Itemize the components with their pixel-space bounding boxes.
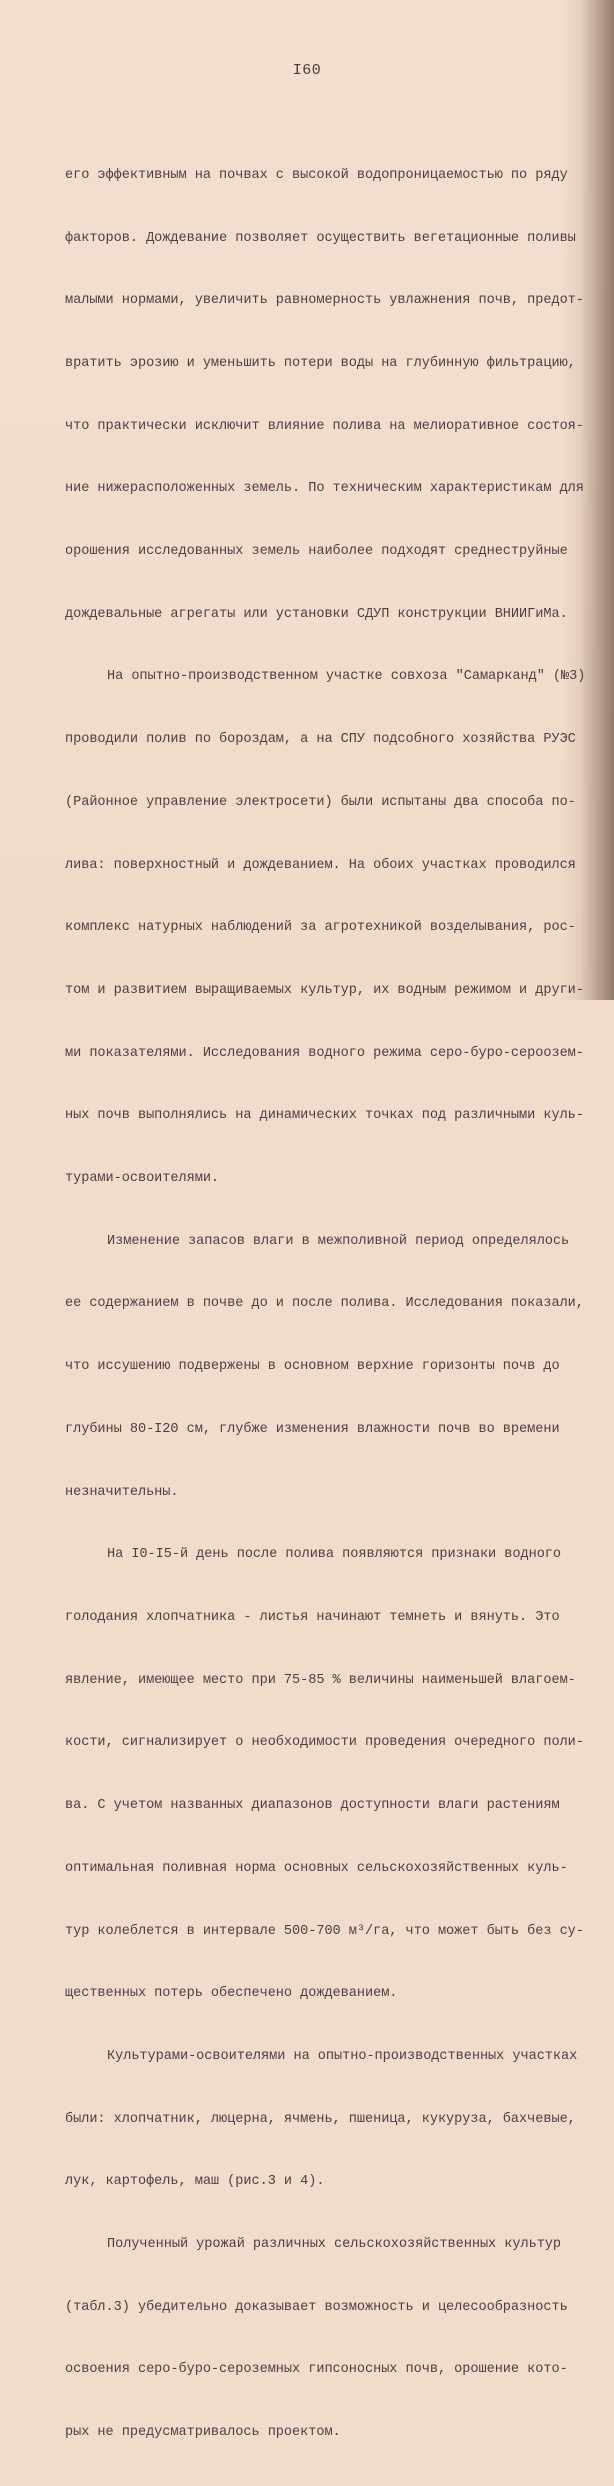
paragraph-start-line: На I0-I5-й день после полива появляются признаки водного xyxy=(107,1547,562,1563)
body-text xyxy=(65,124,605,2486)
paragraph-start-line: На опытно-производственном участке совхоза "Самарканд" (№3) xyxy=(107,669,586,685)
text-line: голодания хлопчатника - листья начинают темнеть и вянуть. Это xyxy=(65,1609,560,1625)
text-line: орошения исследованных земель наиболее подходят среднеструйные xyxy=(65,544,568,560)
text-line: комплекс натурных наблюдений за агротехникой возделывания, рос- xyxy=(65,920,576,936)
text-line: малыми нормами, увеличить равномерность увлажнения почв, предот- xyxy=(65,293,584,309)
text-line: ми показателями. Исследования водного режима серо-буро-сероозем- xyxy=(65,1045,584,1061)
text-line: ее содержанием в почве до и после полива. Исследования показали, xyxy=(65,1296,584,1312)
text-line: явление, имеющее место при 75-85 % величины наименьшей влагоем- xyxy=(65,1672,576,1688)
text-line: факторов. Дождевание позволяет осуществить вегетационные поливы xyxy=(65,230,576,246)
text-line: дождевальные агрегаты или установки СДУП конструкции ВНИИГиМа. xyxy=(65,606,568,622)
text-line: ва. С учетом названных диапазонов доступности влаги растениям xyxy=(65,1798,560,1814)
text-line: вратить эрозию и уменьшить потери воды на глубинную фильтрацию, xyxy=(65,355,576,371)
paragraph-start-line: Культурами-освоителями на опытно-производственных участках xyxy=(107,2048,578,2064)
text-line: освоения серо-буро-сероземных гипсоносных почв, орошение кото- xyxy=(65,2362,568,2378)
text-line: (табл.3) убедительно доказывает возможность и целесообразность xyxy=(65,2299,568,2315)
text-line: глубины 80-I20 см, глубже изменения влажности почв во времени xyxy=(65,1421,560,1437)
text-line: были: хлопчатник, люцерна, ячмень, пшеница, кукуруза, бахчевые, xyxy=(65,2111,576,2127)
text-line: (Районное управление электросети) были испытаны два способа по- xyxy=(65,794,576,810)
paragraph-start-line: Изменение запасов влаги в межполивной период определялось xyxy=(107,1233,570,1249)
text-line: турами-освоителями. xyxy=(65,1171,220,1187)
text-line: том и развитием выращиваемых культур, их водным режимом и други- xyxy=(65,982,584,998)
text-line: ние нижерасположенных земель. По техническим характеристикам для xyxy=(65,481,584,497)
paragraph-start-line: Полученный урожай различных сельскохозяйственных культур xyxy=(107,2237,562,2253)
text-line: щественных потерь обеспечено дождеванием. xyxy=(65,1986,398,2002)
text-line: что практически исключит влияние полива на мелиоративное состоя- xyxy=(65,418,584,434)
page-number: I60 xyxy=(292,62,322,79)
text-line: незначительны. xyxy=(65,1484,179,1500)
text-line: ных почв выполнялись на динамических точках под различными куль- xyxy=(65,1108,584,1124)
text-line: кости, сигнализирует о необходимости проведения очередного поли- xyxy=(65,1735,584,1751)
text-line: его эффективным на почвах с высокой водопроницаемостью по ряду xyxy=(65,167,568,183)
text-line: рых не предусматривалось проектом. xyxy=(65,2425,341,2441)
text-line: что иссушению подвержены в основном верхние горизонты почв до xyxy=(65,1359,560,1375)
text-line: проводили полив по бороздам, а на СПУ подсобного хозяйства РУЭС xyxy=(65,732,576,748)
text-line: тур колеблется в интервале 500-700 м³/га, что может быть без су- xyxy=(65,1923,584,1939)
text-line: оптимальная поливная норма основных сельскохозяйственных куль- xyxy=(65,1860,568,1876)
text-line: лук, картофель, маш (рис.3 и 4). xyxy=(65,2174,325,2190)
text-line: лива: поверхностный и дождеванием. На обоих участках проводился xyxy=(65,857,576,873)
